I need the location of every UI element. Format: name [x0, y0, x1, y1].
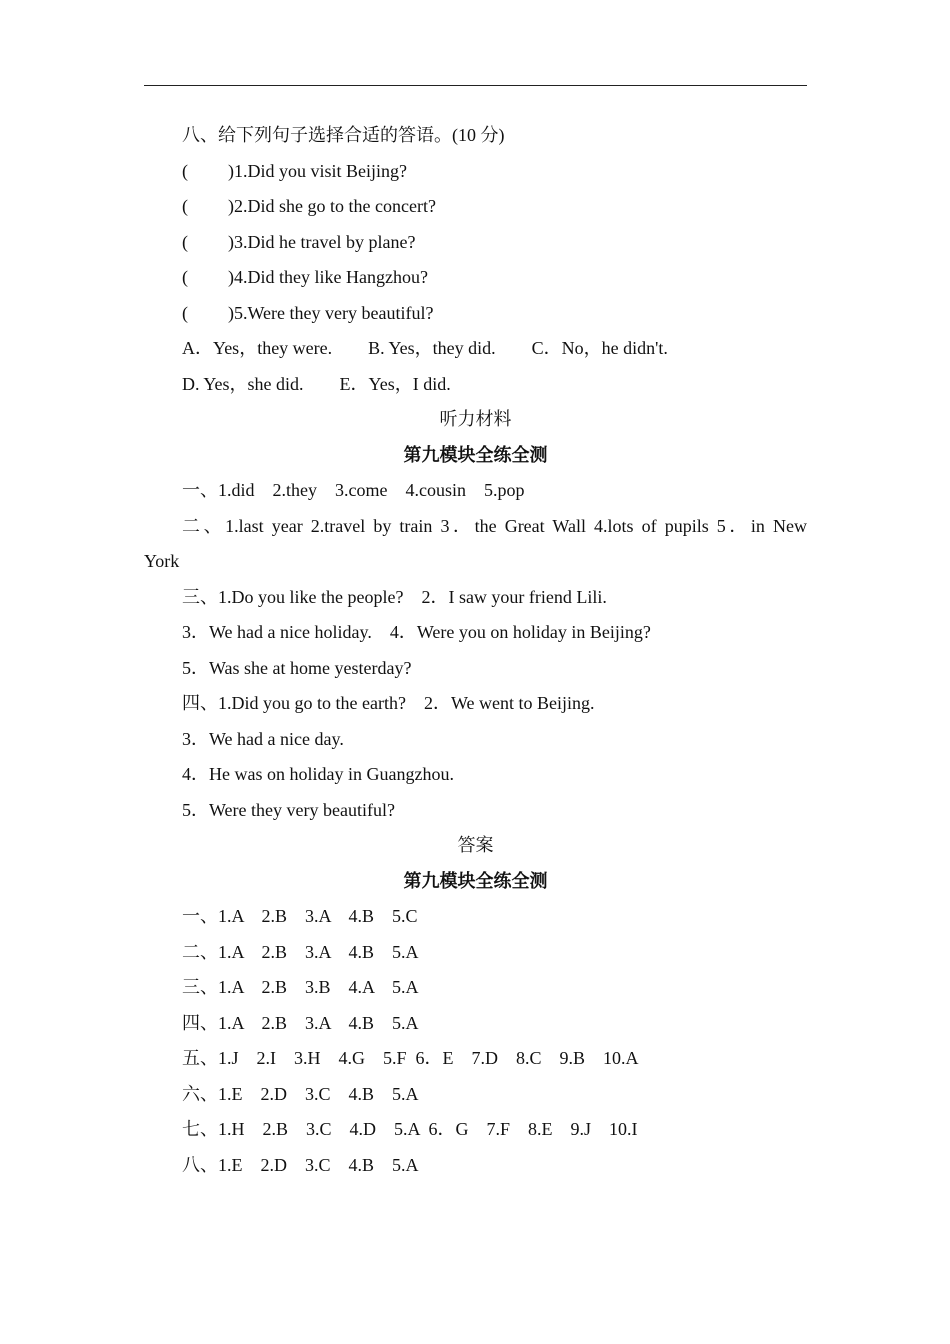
question-4: ( )4.Did they like Hangzhou? [182, 267, 428, 287]
listening-title: 听力材料 [439, 409, 512, 429]
question-1-text: )1.Did you visit Beijing? [228, 160, 407, 181]
answers-line-2: 二、1.A 2.B 3.A 4.B 5.A [182, 941, 419, 962]
question-5-text: )5.Were they very beautiful? [228, 302, 434, 323]
answers-module-title: 第九模块全练全测 [403, 870, 548, 891]
question-5: ( )5.Were they very beautiful? [182, 302, 434, 323]
answers-line-4: 四、1.A 2.B 3.A 4.B 5.A [182, 1012, 419, 1033]
question-4-text: )4.Did they like Hangzhou? [228, 267, 428, 287]
listening-part-3-line-2: 3．We had a nice holiday. 4．Were you on holiday in Beijing? [182, 622, 651, 642]
listening-part-2-line-1: 二、1.last year 2.travel by train 3．the Great Wall 4.lots of pupils 5．in New [182, 515, 807, 536]
answer-options-line-1: A．Yes，they were. B. Yes，they did. C．No，he didn't. [182, 338, 668, 358]
listening-part-3-line-3: 5．Was she at home yesterday? [182, 657, 412, 678]
answers-line-7: 七、1.H 2.B 3.C 4.D 5.A 6．G 7.F 8.E 9.J 10.I [182, 1119, 638, 1139]
answers-line-8: 八、1.E 2.D 3.C 4.B 5.A [182, 1154, 419, 1175]
question-2-text: )2.Did she go to the concert? [228, 196, 436, 216]
answers-title: 答案 [457, 835, 494, 855]
listening-part-2-line-2: York [144, 551, 180, 571]
answer-options-line-2: D. Yes，she did. E．Yes，I did. [182, 373, 451, 394]
listening-part-4-line-4: 5．Were they very beautiful? [182, 799, 395, 820]
question-3-text: )3.Did he travel by plane? [228, 231, 416, 252]
question-3: ( )3.Did he travel by plane? [182, 231, 416, 252]
answers-line-3: 三、1.A 2.B 3.B 4.A 5.A [182, 977, 419, 997]
answers-line-5: 五、1.J 2.I 3.H 4.G 5.F 6．E 7.D 8.C 9.B 10.A [182, 1048, 639, 1068]
answers-line-1: 一、1.A 2.B 3.A 4.B 5.C [182, 906, 418, 926]
listening-part-4-line-3: 4．He was on holiday in Guangzhou. [182, 764, 454, 784]
answers-line-6: 六、1.E 2.D 3.C 4.B 5.A [182, 1083, 419, 1104]
listening-part-4-line-2: 3．We had a nice day. [182, 728, 344, 749]
question-1: ( )1.Did you visit Beijing? [182, 160, 407, 181]
listening-part-3-line-1: 三、1.Do you like the people? 2．I saw your friend Lili. [182, 586, 607, 607]
document-body [144, 118, 807, 1183]
question-2: ( )2.Did she go to the concert? [182, 196, 436, 216]
section8-heading: 八、给下列句子选择合适的答语。(10 分) [182, 125, 505, 145]
listening-part-4-line-1: 四、1.Did you go to the earth? 2．We went to Beijing. [182, 693, 595, 713]
listening-module-title: 第九模块全练全测 [403, 444, 548, 465]
header-rule [144, 85, 807, 86]
listening-part-1: 一、1.did 2.they 3.come 4.cousin 5.pop [182, 480, 525, 500]
